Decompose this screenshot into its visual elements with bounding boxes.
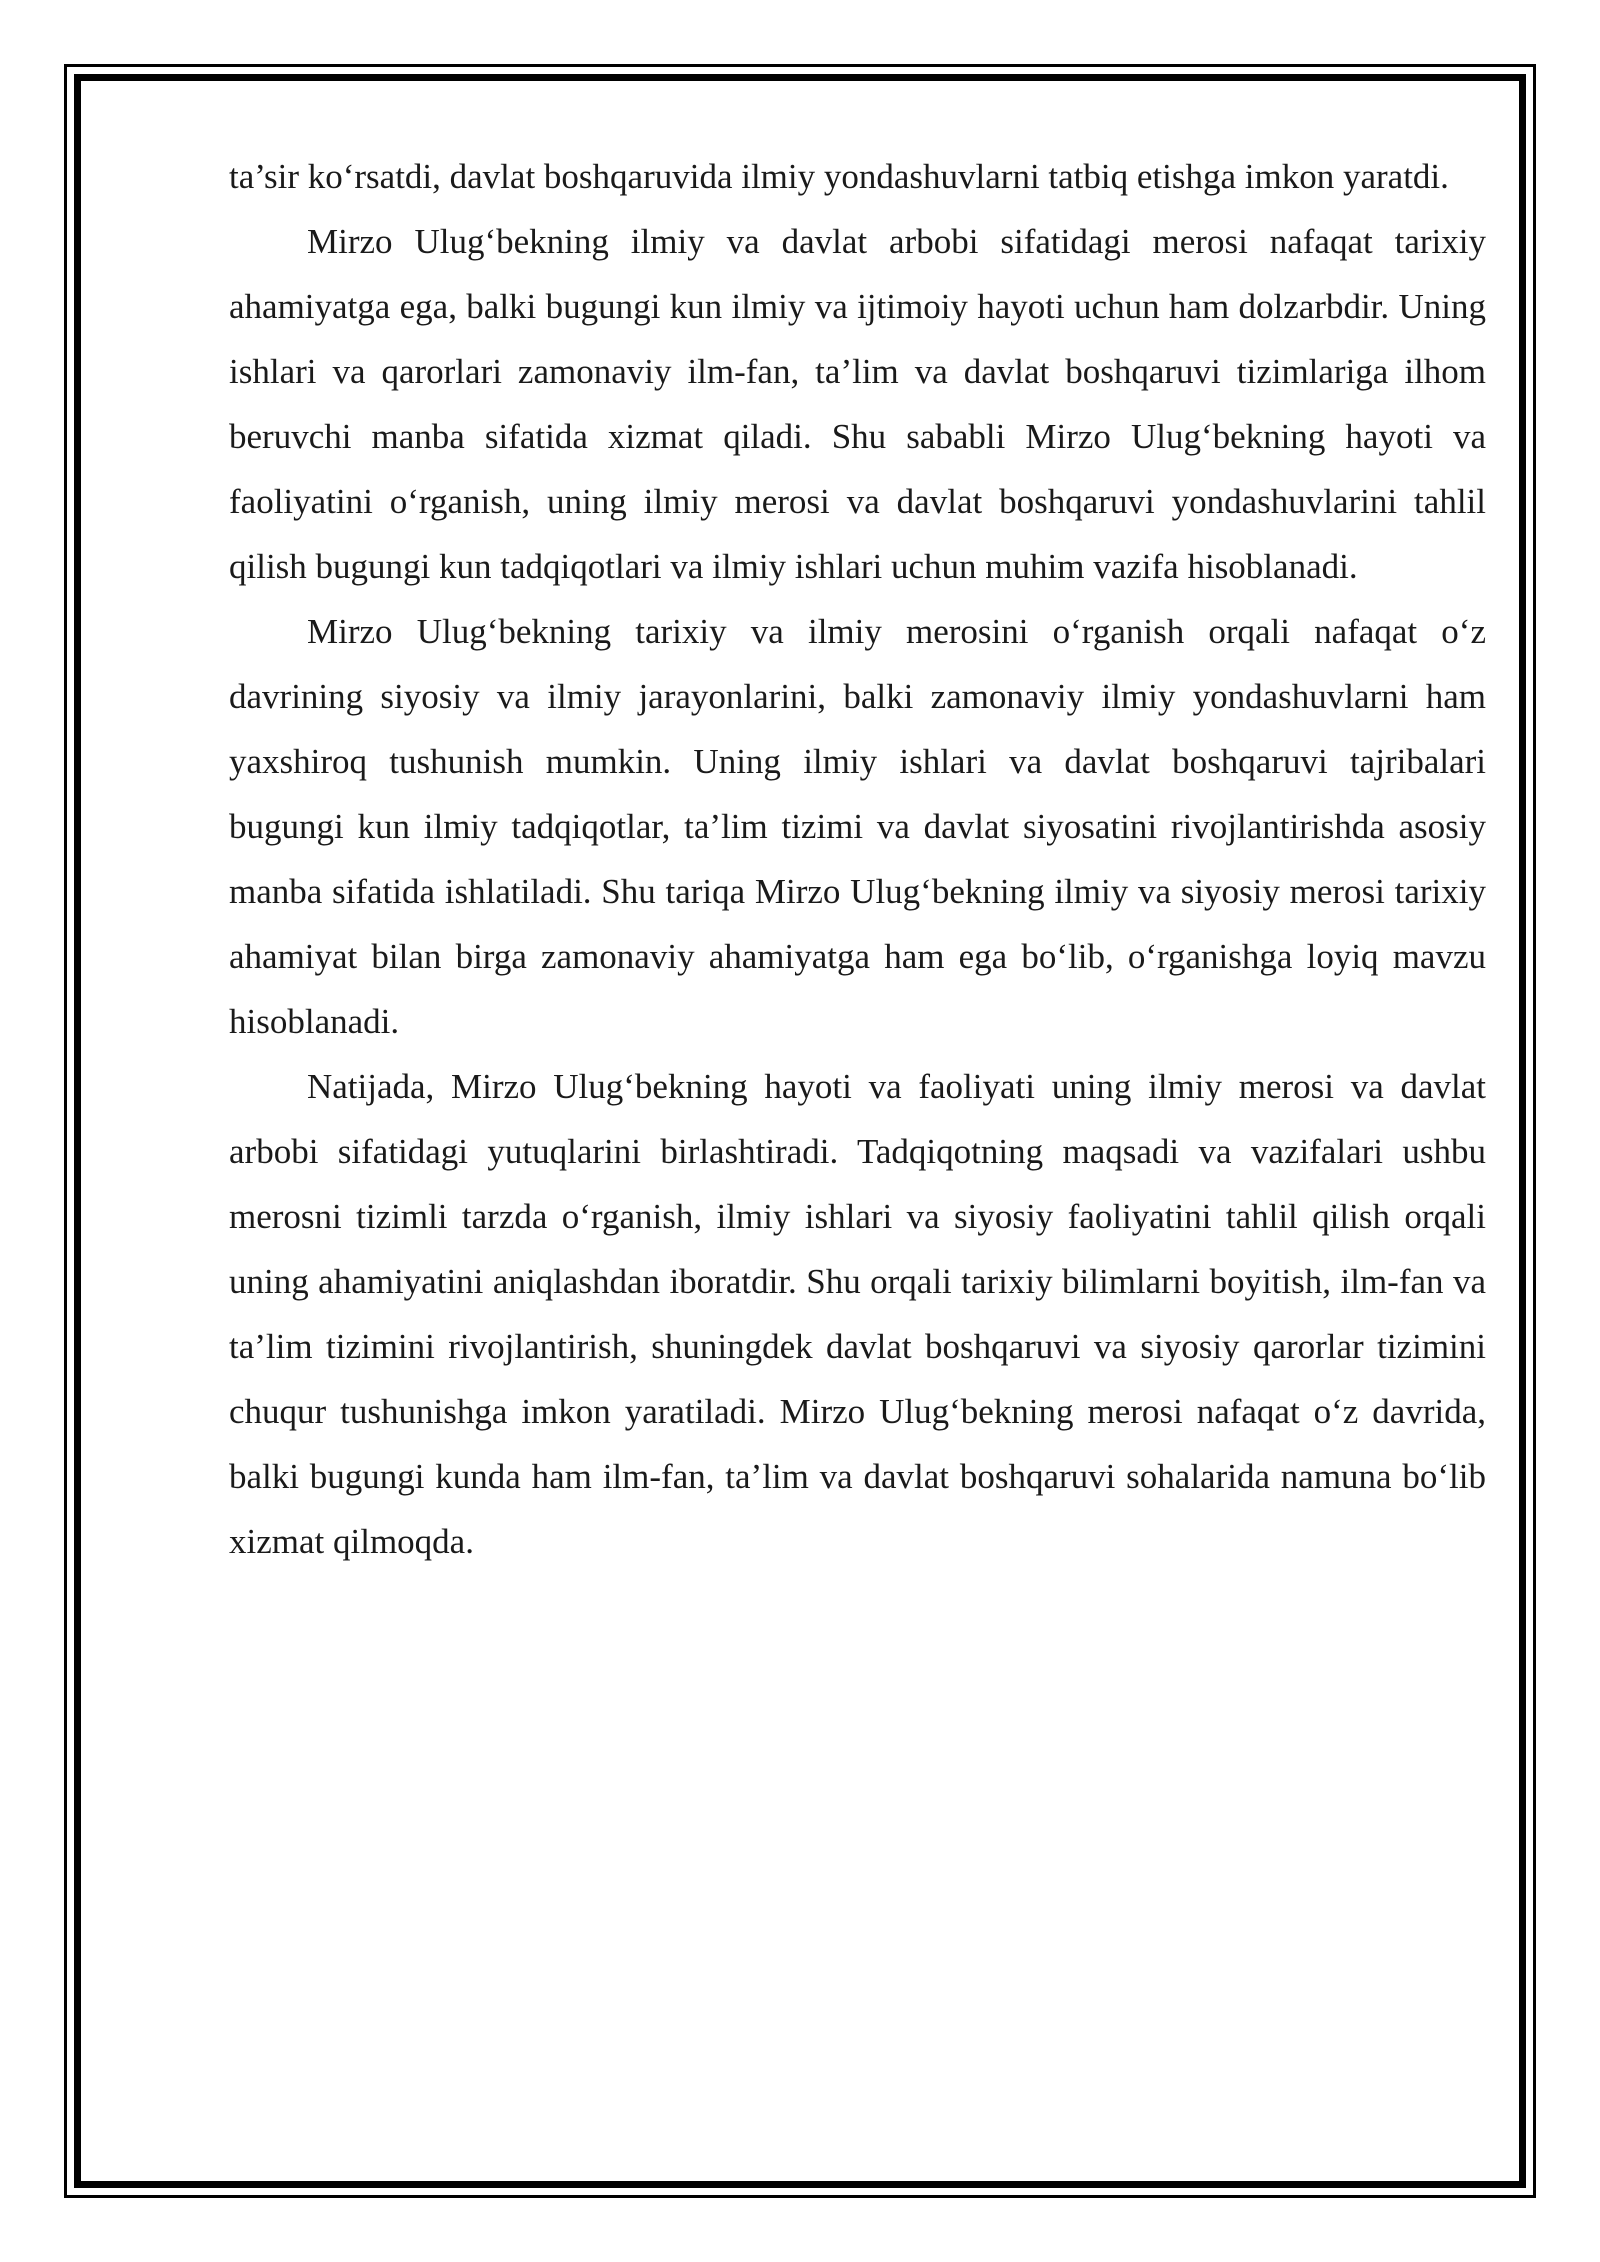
paragraph-continuation: ta’sir ko‘rsatdi, davlat boshqaruvida ilmiy yondashuvlarni tatbiq etishga imkon yaratdi.	[229, 157, 1449, 196]
paragraph-historical-study: Mirzo Ulug‘bekning tarixiy va ilmiy merosini o‘rganish orqali nafaqat o‘z davrining siyosiy va ilmiy jarayonlarini, balki zamonaviy ilmiy yondashuvlarni ham yaxshiroq tushunish mumkin. Uning ilmiy ishlari va davlat boshqaruvi tajribalari bugungi kun ilmiy tadqiqotlar, ta’lim tizimi va davlat siyosatini rivojlantirishda asosiy manba sifatida ishlatiladi. Shu tariqa Mirzo Ulug‘bekning ilmiy va siyosiy merosi tarixiy ahamiyat bilan birga zamonaviy ahamiyatga ham ega bo‘lib, o‘rganishga loyiq mavzu hisoblanadi.	[229, 612, 1486, 1041]
document-body	[229, 144, 1486, 1574]
paragraph-legacy-relevance: Mirzo Ulug‘bekning ilmiy va davlat arbobi sifatidagi merosi nafaqat tarixiy ahamiyatga ega, balki bugungi kun ilmiy va ijtimoiy hayoti uchun ham dolzarbdir. Uning ishlari va qarorlari zamonaviy ilm-fan, ta’lim va davlat boshqaruvi tizimlariga ilhom beruvchi manba sifatida xizmat qiladi. Shu sababli Mirzo Ulug‘bekning hayoti va faoliyatini o‘rganish, uning ilmiy merosi va davlat boshqaruvi yondashuvlarini tahlil qilish bugungi kun tadqiqotlari va ilmiy ishlari uchun muhim vazifa hisoblanadi.	[229, 222, 1486, 586]
paragraph-conclusion: Natijada, Mirzo Ulug‘bekning hayoti va faoliyati uning ilmiy merosi va davlat arbobi sifatidagi yutuqlarini birlashtiradi. Tadqiqotning maqsadi va vazifalari ushbu merosni tizimli tarzda o‘rganish, ilmiy ishlari va siyosiy faoliyatini tahlil qilish orqali uning ahamiyatini aniqlashdan iboratdir. Shu orqali tarixiy bilimlarni boyitish, ilm-fan va ta’lim tizimini rivojlantirish, shuningdek davlat boshqaruvi va siyosiy qarorlar tizimini chuqur tushunishga imkon yaratiladi. Mirzo Ulug‘bekning merosi nafaqat o‘z davrida, balki bugungi kunda ham ilm-fan, ta’lim va davlat boshqaruvi sohalarida namuna bo‘lib xizmat qilmoqda.	[229, 1067, 1486, 1561]
